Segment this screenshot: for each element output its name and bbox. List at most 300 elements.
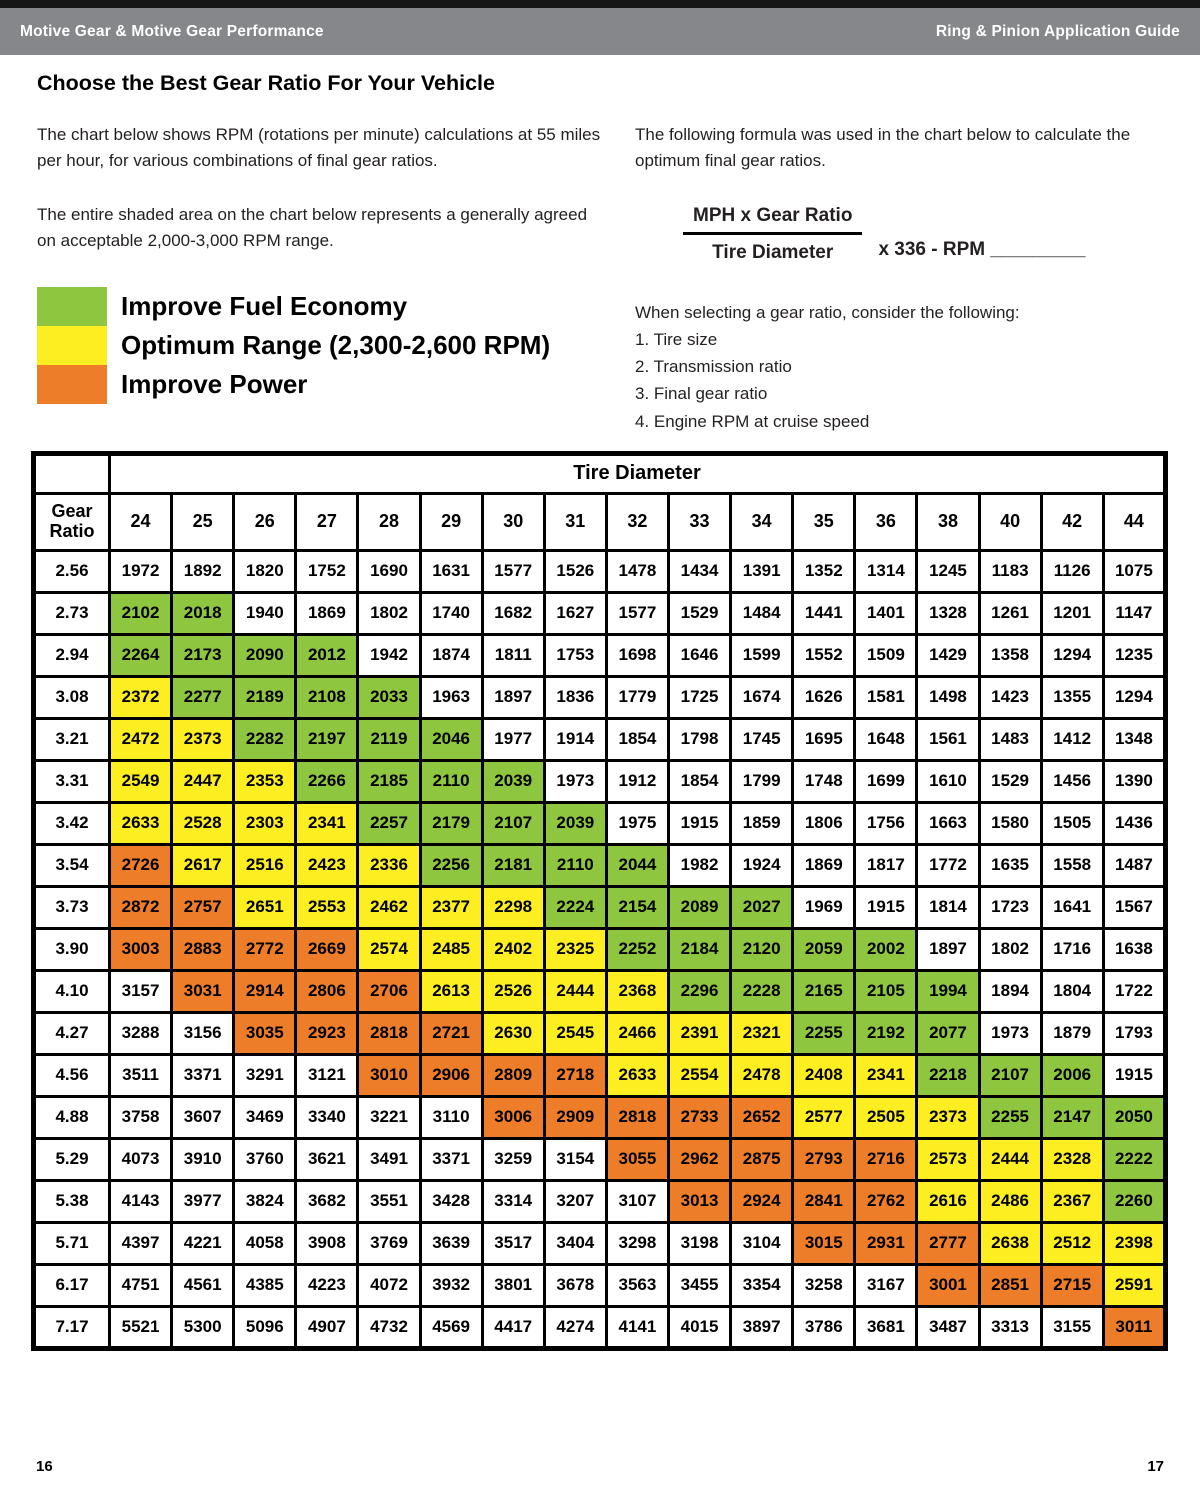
rpm-cell: 3055 (606, 1138, 668, 1180)
rpm-cell: 2173 (172, 634, 234, 676)
rpm-cell: 3291 (234, 1054, 296, 1096)
rpm-cell: 2923 (296, 1012, 358, 1054)
rpm-cell: 3258 (793, 1264, 855, 1306)
rpm-cell: 2222 (1103, 1138, 1165, 1180)
rpm-cell: 1699 (855, 760, 917, 802)
rpm-cell: 3910 (172, 1138, 234, 1180)
rpm-cell: 2516 (234, 844, 296, 886)
rpm-cell: 1799 (731, 760, 793, 802)
gear-ratio-cell: 2.73 (34, 592, 110, 634)
rpm-cell: 3121 (296, 1054, 358, 1096)
rpm-cell: 2110 (544, 844, 606, 886)
gear-ratio-cell: 3.54 (34, 844, 110, 886)
rpm-cell: 3469 (234, 1096, 296, 1138)
rpm-cell: 1804 (1041, 970, 1103, 1012)
rpm-cell: 2554 (668, 1054, 730, 1096)
rpm-cell: 2931 (855, 1222, 917, 1264)
rpm-cell: 2325 (544, 928, 606, 970)
corner-cell (34, 453, 110, 493)
rpm-cell: 3015 (793, 1222, 855, 1264)
rpm-cell: 1915 (668, 802, 730, 844)
rpm-cell: 3824 (234, 1180, 296, 1222)
rpm-cell: 3769 (358, 1222, 420, 1264)
rpm-cell: 2757 (172, 886, 234, 928)
rpm-cell: 2046 (420, 718, 482, 760)
rpm-cell: 3313 (979, 1306, 1041, 1348)
rpm-cell: 1412 (1041, 718, 1103, 760)
page-number-left: 16 (36, 1458, 53, 1475)
rpm-table (31, 451, 1168, 1351)
table-row (34, 1180, 1166, 1222)
rpm-cell: 2726 (110, 844, 172, 886)
rpm-cell: 2721 (420, 1012, 482, 1054)
rpm-cell: 2478 (731, 1054, 793, 1096)
rpm-cell: 1328 (917, 592, 979, 634)
tire-diameter-column-header: 27 (296, 493, 358, 550)
rpm-cell: 1854 (606, 718, 668, 760)
rpm-cell: 3013 (668, 1180, 730, 1222)
top-black-strip (0, 0, 1200, 8)
rpm-cell: 2328 (1041, 1138, 1103, 1180)
rpm-cell: 4073 (110, 1138, 172, 1180)
rpm-cell: 3639 (420, 1222, 482, 1264)
rpm-cell: 3006 (482, 1096, 544, 1138)
rpm-cell: 1915 (855, 886, 917, 928)
rpm-cell: 1580 (979, 802, 1041, 844)
tire-diameter-column-header: 25 (172, 493, 234, 550)
rpm-cell: 2613 (420, 970, 482, 1012)
rpm-cell: 2120 (731, 928, 793, 970)
rpm-cell: 3682 (296, 1180, 358, 1222)
rpm-cell: 2165 (793, 970, 855, 1012)
color-legend (37, 287, 605, 404)
rpm-cell: 1722 (1103, 970, 1165, 1012)
rpm-cell: 2733 (668, 1096, 730, 1138)
rpm-cell: 4732 (358, 1306, 420, 1348)
rpm-cell: 2260 (1103, 1180, 1165, 1222)
gear-ratio-cell: 5.29 (34, 1138, 110, 1180)
header-left-title: Motive Gear & Motive Gear Performance (20, 22, 324, 40)
gear-ratio-cell: 4.10 (34, 970, 110, 1012)
table-row (34, 676, 1166, 718)
rpm-cell: 2090 (234, 634, 296, 676)
rpm-cell: 1561 (917, 718, 979, 760)
page-header-bar (0, 8, 1200, 55)
rpm-cell: 3207 (544, 1180, 606, 1222)
intro-paragraph-2: The entire shaded area on the chart below represents a generally agreed on acceptable 2,000-3,000 RPM range. (37, 204, 588, 251)
rpm-cell: 2875 (731, 1138, 793, 1180)
formula-fraction (683, 205, 862, 264)
rpm-cell: 2336 (358, 844, 420, 886)
rpm-cell: 1478 (606, 550, 668, 592)
rpm-cell: 3340 (296, 1096, 358, 1138)
formula-suffix: x 336 - RPM _________ (878, 238, 1086, 260)
rpm-cell: 3760 (234, 1138, 296, 1180)
rpm-cell: 2549 (110, 760, 172, 802)
rpm-cell: 1897 (482, 676, 544, 718)
rpm-cell: 2545 (544, 1012, 606, 1054)
rpm-cell: 2257 (358, 802, 420, 844)
tire-diameter-column-header: 24 (110, 493, 172, 550)
rpm-cell: 3010 (358, 1054, 420, 1096)
rpm-cell: 3001 (917, 1264, 979, 1306)
rpm-cell: 1147 (1103, 592, 1165, 634)
rpm-cell: 1484 (731, 592, 793, 634)
rpm-cell: 1972 (110, 550, 172, 592)
rpm-cell: 3221 (358, 1096, 420, 1138)
rpm-cell: 1716 (1041, 928, 1103, 970)
rpm-cell: 2102 (110, 592, 172, 634)
rpm-cell: 2962 (668, 1138, 730, 1180)
rpm-cell: 2089 (668, 886, 730, 928)
rpm-cell: 2107 (482, 802, 544, 844)
rpm-cell: 1577 (482, 550, 544, 592)
rpm-cell: 2652 (731, 1096, 793, 1138)
rpm-cell: 2373 (172, 718, 234, 760)
rpm-cell: 1456 (1041, 760, 1103, 802)
rpm-cell: 1558 (1041, 844, 1103, 886)
rpm-cell: 1641 (1041, 886, 1103, 928)
rpm-cell: 1798 (668, 718, 730, 760)
tire-diameter-column-header: 32 (606, 493, 668, 550)
rpm-cell: 2485 (420, 928, 482, 970)
rpm-cell: 1869 (296, 592, 358, 634)
rpm-cell: 1648 (855, 718, 917, 760)
consideration-item: 4. Engine RPM at cruise speed (635, 411, 870, 431)
rpm-cell: 3932 (420, 1264, 482, 1306)
rpm-cell: 4143 (110, 1180, 172, 1222)
table-row (34, 844, 1166, 886)
consideration-item: 2. Transmission ratio (635, 357, 792, 377)
rpm-cell: 1740 (420, 592, 482, 634)
intro-columns (37, 122, 1168, 435)
rpm-cell: 3288 (110, 1012, 172, 1054)
rpm-cell: 1434 (668, 550, 730, 592)
rpm-cell: 2264 (110, 634, 172, 676)
rpm-cell: 1779 (606, 676, 668, 718)
rpm-cell: 3455 (668, 1264, 730, 1306)
rpm-cell: 2818 (358, 1012, 420, 1054)
rpm-cell: 1505 (1041, 802, 1103, 844)
rpm-cell: 1487 (1103, 844, 1165, 886)
rpm-cell: 2185 (358, 760, 420, 802)
rpm-cell: 1314 (855, 550, 917, 592)
tire-diameter-column-header: 42 (1041, 493, 1103, 550)
rpm-cell: 2296 (668, 970, 730, 1012)
rpm-cell: 2119 (358, 718, 420, 760)
rpm-cell: 2255 (793, 1012, 855, 1054)
rpm-cell: 3371 (420, 1138, 482, 1180)
gear-ratio-cell: 2.56 (34, 550, 110, 592)
rpm-cell: 2147 (1041, 1096, 1103, 1138)
table-row (34, 718, 1166, 760)
tire-diameter-column-header: 28 (358, 493, 420, 550)
rpm-cell: 4751 (110, 1264, 172, 1306)
rpm-cell: 2841 (793, 1180, 855, 1222)
table-row (34, 1096, 1166, 1138)
considerations-title: When selecting a gear ratio, consider the following: (635, 302, 1020, 322)
rpm-cell: 3107 (606, 1180, 668, 1222)
rpm-cell: 1940 (234, 592, 296, 634)
rpm-cell: 2398 (1103, 1222, 1165, 1264)
rpm-cell: 2486 (979, 1180, 1041, 1222)
rpm-cell: 1975 (606, 802, 668, 844)
tire-diameter-column-header: 29 (420, 493, 482, 550)
rpm-cell: 1075 (1103, 550, 1165, 592)
rpm-cell: 2197 (296, 718, 358, 760)
rpm-cell: 1581 (855, 676, 917, 718)
rpm-cell: 2006 (1041, 1054, 1103, 1096)
rpm-cell: 3371 (172, 1054, 234, 1096)
rpm-cell: 5300 (172, 1306, 234, 1348)
rpm-cell: 1529 (979, 760, 1041, 802)
rpm-cell: 2391 (668, 1012, 730, 1054)
rpm-cell: 2872 (110, 886, 172, 928)
rpm-cell: 1973 (544, 760, 606, 802)
rpm-cell: 1690 (358, 550, 420, 592)
rpm-cell: 3003 (110, 928, 172, 970)
rpm-cell: 3298 (606, 1222, 668, 1264)
rpm-cell: 1627 (544, 592, 606, 634)
rpm-cell: 1752 (296, 550, 358, 592)
rpm-cell: 2367 (1041, 1180, 1103, 1222)
rpm-cell: 2909 (544, 1096, 606, 1138)
formula-intro: The following formula was used in the chart below to calculate the optimum final gear ratios. (635, 125, 1131, 171)
rpm-cell: 1820 (234, 550, 296, 592)
rpm-cell: 2577 (793, 1096, 855, 1138)
rpm-cell: 1973 (979, 1012, 1041, 1054)
rpm-cell: 3428 (420, 1180, 482, 1222)
rpm-cell: 3031 (172, 970, 234, 1012)
rpm-cell: 2706 (358, 970, 420, 1012)
rpm-cell: 2762 (855, 1180, 917, 1222)
rpm-cell: 4561 (172, 1264, 234, 1306)
rpm-cell: 1802 (358, 592, 420, 634)
rpm-cell: 2107 (979, 1054, 1041, 1096)
rpm-cell: 1674 (731, 676, 793, 718)
legend-label: Optimum Range (2,300-2,600 RPM) (121, 330, 551, 361)
rpm-cell: 1429 (917, 634, 979, 676)
rpm-cell: 1348 (1103, 718, 1165, 760)
legend-label: Improve Fuel Economy (121, 291, 408, 322)
rpm-cell: 2027 (731, 886, 793, 928)
formula (683, 205, 1168, 264)
rpm-cell: 2512 (1041, 1222, 1103, 1264)
rpm-cell: 1915 (1103, 1054, 1165, 1096)
rpm-cell: 2651 (234, 886, 296, 928)
rpm-cell: 2444 (979, 1138, 1041, 1180)
orange-swatch (37, 365, 107, 404)
tire-diameter-header: Tire Diameter (110, 453, 1166, 493)
tire-diameter-column-header: 31 (544, 493, 606, 550)
rpm-cell: 2012 (296, 634, 358, 676)
gear-ratio-cell: 7.17 (34, 1306, 110, 1348)
rpm-cell: 3155 (1041, 1306, 1103, 1348)
rpm-cell: 1793 (1103, 1012, 1165, 1054)
rpm-cell: 2444 (544, 970, 606, 1012)
rpm-cell: 1695 (793, 718, 855, 760)
rpm-cell: 2044 (606, 844, 668, 886)
page-number-right: 17 (1147, 1458, 1164, 1475)
rpm-cell: 2591 (1103, 1264, 1165, 1306)
rpm-cell: 1294 (1103, 676, 1165, 718)
rpm-cell: 2528 (172, 802, 234, 844)
rpm-cell: 3011 (1103, 1306, 1165, 1348)
rpm-cell: 2777 (917, 1222, 979, 1264)
rpm-cell: 3621 (296, 1138, 358, 1180)
rpm-cell: 2851 (979, 1264, 1041, 1306)
rpm-cell: 2050 (1103, 1096, 1165, 1138)
rpm-cell: 2373 (917, 1096, 979, 1138)
rpm-cell: 5521 (110, 1306, 172, 1348)
rpm-cell: 2718 (544, 1054, 606, 1096)
rpm-cell: 2616 (917, 1180, 979, 1222)
tire-diameter-column-header: 40 (979, 493, 1041, 550)
rpm-cell: 2039 (482, 760, 544, 802)
rpm-cell: 1723 (979, 886, 1041, 928)
rpm-cell: 2303 (234, 802, 296, 844)
rpm-cell: 3487 (917, 1306, 979, 1348)
table-row (34, 1138, 1166, 1180)
tire-diameter-column-header: 33 (668, 493, 730, 550)
rpm-cell: 1802 (979, 928, 1041, 970)
rpm-cell: 1626 (793, 676, 855, 718)
rpm-cell: 1994 (917, 970, 979, 1012)
table-row (34, 802, 1166, 844)
rpm-cell: 2228 (731, 970, 793, 1012)
rpm-cell: 4417 (482, 1306, 544, 1348)
rpm-cell: 2924 (731, 1180, 793, 1222)
rpm-cell: 3491 (358, 1138, 420, 1180)
rpm-cell: 2059 (793, 928, 855, 970)
legend-item-optimum-range (37, 326, 605, 365)
rpm-cell: 2408 (793, 1054, 855, 1096)
rpm-cell: 3897 (731, 1306, 793, 1348)
rpm-cell: 1577 (606, 592, 668, 634)
rpm-cell: 3354 (731, 1264, 793, 1306)
consideration-item: 3. Final gear ratio (635, 384, 768, 404)
table-row (34, 760, 1166, 802)
rpm-cell: 2716 (855, 1138, 917, 1180)
page-title: Choose the Best Gear Ratio For Your Vehicle (37, 71, 495, 95)
rpm-cell: 1725 (668, 676, 730, 718)
rpm-cell: 2341 (855, 1054, 917, 1096)
tire-diameter-column-header: 36 (855, 493, 917, 550)
rpm-cell: 2353 (234, 760, 296, 802)
rpm-cell: 2505 (855, 1096, 917, 1138)
rpm-cell: 1635 (979, 844, 1041, 886)
rpm-cell: 1235 (1103, 634, 1165, 676)
rpm-cell: 1294 (1041, 634, 1103, 676)
rpm-cell: 1811 (482, 634, 544, 676)
rpm-cell: 1509 (855, 634, 917, 676)
rpm-cell: 2189 (234, 676, 296, 718)
intro-left-column (37, 122, 605, 435)
table-row (34, 550, 1166, 592)
rpm-cell: 1441 (793, 592, 855, 634)
table-row (34, 1054, 1166, 1096)
rpm-cell: 1897 (917, 928, 979, 970)
rpm-cell: 1126 (1041, 550, 1103, 592)
rpm-cell: 2218 (917, 1054, 979, 1096)
gear-ratio-cell: 3.73 (34, 886, 110, 928)
table-row (34, 886, 1166, 928)
tire-diameter-column-header: 35 (793, 493, 855, 550)
rpm-cell: 1977 (482, 718, 544, 760)
considerations-list (635, 326, 1168, 435)
rpm-cell: 5096 (234, 1306, 296, 1348)
tire-diameter-column-header: 26 (234, 493, 296, 550)
rpm-cell: 1183 (979, 550, 1041, 592)
tire-diameter-column-header: 44 (1103, 493, 1165, 550)
rpm-cell: 1982 (668, 844, 730, 886)
gear-ratio-cell: 2.94 (34, 634, 110, 676)
rpm-cell: 1914 (544, 718, 606, 760)
rpm-cell: 2002 (855, 928, 917, 970)
rpm-cell: 2715 (1041, 1264, 1103, 1306)
rpm-cell: 3314 (482, 1180, 544, 1222)
rpm-cell: 4907 (296, 1306, 358, 1348)
rpm-cell: 2018 (172, 592, 234, 634)
table-row (34, 1264, 1166, 1306)
rpm-cell: 2669 (296, 928, 358, 970)
table-row (34, 1012, 1166, 1054)
rpm-cell: 1753 (544, 634, 606, 676)
rpm-cell: 2447 (172, 760, 234, 802)
table-row (34, 592, 1166, 634)
rpm-cell: 3517 (482, 1222, 544, 1264)
rpm-cell: 1806 (793, 802, 855, 844)
rpm-cell: 3404 (544, 1222, 606, 1264)
rpm-cell: 2105 (855, 970, 917, 1012)
rpm-cell: 1869 (793, 844, 855, 886)
rpm-cell: 2154 (606, 886, 668, 928)
rpm-cell: 2633 (110, 802, 172, 844)
tire-diameter-column-header: 38 (917, 493, 979, 550)
rpm-cell: 1261 (979, 592, 1041, 634)
rpm-cell: 2108 (296, 676, 358, 718)
rpm-cell: 1942 (358, 634, 420, 676)
rpm-cell: 3758 (110, 1096, 172, 1138)
rpm-cell: 2402 (482, 928, 544, 970)
gear-ratio-cell: 3.42 (34, 802, 110, 844)
legend-item-power (37, 365, 605, 404)
rpm-cell: 1772 (917, 844, 979, 886)
rpm-cell: 3786 (793, 1306, 855, 1348)
rpm-cell: 1567 (1103, 886, 1165, 928)
rpm-cell: 2184 (668, 928, 730, 970)
rpm-cell: 2462 (358, 886, 420, 928)
rpm-cell: 4015 (668, 1306, 730, 1348)
rpm-cell: 1748 (793, 760, 855, 802)
consideration-item: 1. Tire size (635, 330, 718, 350)
rpm-cell: 2039 (544, 802, 606, 844)
rpm-cell: 1391 (731, 550, 793, 592)
rpm-cell: 1745 (731, 718, 793, 760)
rpm-cell: 2192 (855, 1012, 917, 1054)
rpm-cell: 1963 (420, 676, 482, 718)
rpm-cell: 3563 (606, 1264, 668, 1306)
rpm-cell: 2179 (420, 802, 482, 844)
rpm-cell: 3511 (110, 1054, 172, 1096)
rpm-cell: 2423 (296, 844, 358, 886)
rpm-cell: 2282 (234, 718, 296, 760)
rpm-cell: 1529 (668, 592, 730, 634)
rpm-cell: 2914 (234, 970, 296, 1012)
rpm-cell: 1526 (544, 550, 606, 592)
rpm-cell: 1836 (544, 676, 606, 718)
gear-ratio-cell: 5.38 (34, 1180, 110, 1222)
